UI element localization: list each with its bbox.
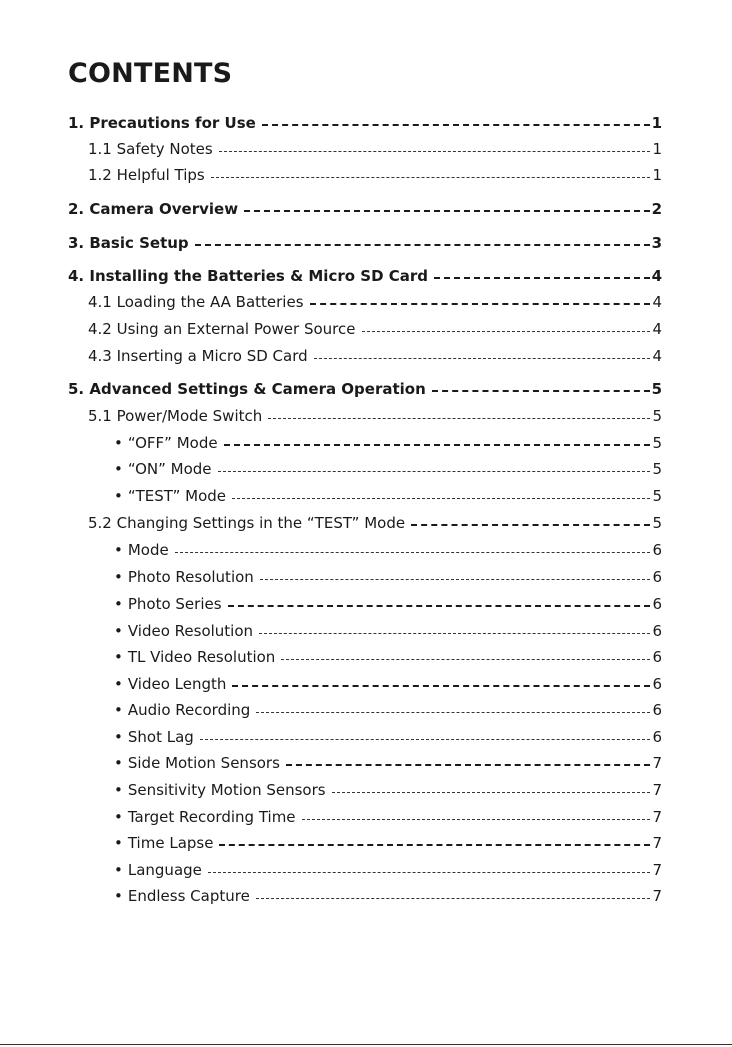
toc-entry <box>114 620 662 642</box>
bottom-divider <box>0 1044 732 1045</box>
toc-page-number: 2 <box>651 200 662 218</box>
toc-entry <box>88 405 662 427</box>
toc-page-number: 6 <box>652 595 662 613</box>
toc-leader-line <box>208 872 651 873</box>
toc-entry <box>114 673 662 695</box>
toc-entry-label: 5.1 Power/Mode Switch <box>88 407 263 425</box>
toc-page-number: 5 <box>652 407 662 425</box>
toc-leader-line <box>268 418 650 419</box>
toc-page-number: 6 <box>652 701 662 719</box>
toc-page-number: 7 <box>652 834 662 852</box>
toc-entry <box>114 885 662 907</box>
toc-leader-line <box>200 739 651 740</box>
toc-entry <box>114 432 662 454</box>
toc-page-number: 4 <box>652 347 662 365</box>
toc-entry <box>114 859 662 881</box>
toc-entry <box>114 485 662 507</box>
bullet-icon: • <box>114 434 123 452</box>
toc-entry <box>114 726 662 748</box>
toc-entry-label: Side Motion Sensors <box>127 754 280 772</box>
toc-entry-label: Video Resolution <box>127 622 254 640</box>
toc-leader-line <box>259 633 650 634</box>
toc-entry-label: Photo Resolution <box>127 568 254 586</box>
toc-entry <box>88 512 662 534</box>
toc-leader-line <box>434 277 650 279</box>
toc-entry <box>114 593 662 615</box>
toc-page-number: 6 <box>652 622 662 640</box>
toc-leader-line <box>411 524 650 526</box>
toc-leader-line <box>332 792 651 793</box>
toc-entry <box>88 138 662 160</box>
toc-page-number: 5 <box>652 487 662 505</box>
toc-entry-label: 5. Advanced Settings & Camera Operation <box>68 380 426 398</box>
toc-entry <box>68 265 662 287</box>
bullet-icon: • <box>114 781 123 799</box>
toc-entry-label: “OFF” Mode <box>127 434 218 452</box>
bullet-icon: • <box>114 808 123 826</box>
bullet-icon: • <box>114 861 123 879</box>
toc-page-number: 5 <box>652 460 662 478</box>
toc-page-number: 5 <box>652 514 662 532</box>
toc-entry-label: Sensitivity Motion Sensors <box>127 781 326 799</box>
page-title: CONTENTS <box>68 58 233 89</box>
toc-entry <box>114 566 662 588</box>
toc-leader-line <box>219 844 650 846</box>
toc-entry-label: Endless Capture <box>127 887 250 905</box>
toc-entry <box>68 378 662 400</box>
toc-entry <box>88 318 662 340</box>
bullet-icon: • <box>114 675 123 693</box>
toc-entry-label: “TEST” Mode <box>127 487 227 505</box>
toc-entry <box>68 198 662 220</box>
toc-page-number: 6 <box>652 675 662 693</box>
toc-entry-label: 5.2 Changing Settings in the “TEST” Mode <box>88 514 406 532</box>
toc-leader-line <box>286 764 651 766</box>
toc-page-number: 4 <box>651 267 662 285</box>
toc-page-number: 7 <box>652 808 662 826</box>
toc-page-number: 7 <box>652 861 662 879</box>
toc-entry-label: Photo Series <box>127 595 222 613</box>
toc-page-number: 6 <box>652 728 662 746</box>
toc-entry <box>88 291 662 313</box>
toc-page-number: 6 <box>652 648 662 666</box>
toc-leader-line <box>432 390 650 392</box>
toc-entry-label: Audio Recording <box>127 701 251 719</box>
toc-entry <box>114 699 662 721</box>
toc-entry-label: Time Lapse <box>127 834 214 852</box>
toc-entry <box>114 806 662 828</box>
toc-entry-label: 4.3 Inserting a Micro SD Card <box>88 347 308 365</box>
toc-entry-label: Shot Lag <box>127 728 194 746</box>
bullet-icon: • <box>114 648 123 666</box>
toc-leader-line <box>219 151 651 152</box>
toc-page-number: 7 <box>652 781 662 799</box>
bullet-icon: • <box>114 622 123 640</box>
bullet-icon: • <box>114 834 123 852</box>
toc-leader-line <box>362 331 651 332</box>
toc-entry <box>114 779 662 801</box>
toc-entry-label: 1.1 Safety Notes <box>88 140 213 158</box>
toc-leader-line <box>262 124 650 126</box>
toc-entry <box>88 164 662 186</box>
toc-page-number: 6 <box>652 541 662 559</box>
toc-page-number: 3 <box>651 234 662 252</box>
toc-entry-label: 4. Installing the Batteries & Micro SD Card <box>68 267 429 285</box>
toc-entry-label: Target Recording Time <box>127 808 296 826</box>
toc-page-number: 5 <box>651 380 662 398</box>
bullet-icon: • <box>114 487 123 505</box>
toc-page-number: 6 <box>652 568 662 586</box>
toc-entry <box>114 752 662 774</box>
bullet-icon: • <box>114 541 123 559</box>
toc-entry-label: “ON” Mode <box>127 460 212 478</box>
toc-page-number: 7 <box>652 887 662 905</box>
toc-entry <box>114 458 662 480</box>
toc-entry-label: 1.2 Helpful Tips <box>88 166 205 184</box>
toc-entry-label: Video Length <box>127 675 227 693</box>
toc-entry-label: 1. Precautions for Use <box>68 114 256 132</box>
toc-entry-label: 4.2 Using an External Power Source <box>88 320 356 338</box>
bullet-icon: • <box>114 595 123 613</box>
toc-leader-line <box>232 685 650 687</box>
bullet-icon: • <box>114 568 123 586</box>
bullet-icon: • <box>114 728 123 746</box>
toc-leader-line <box>224 444 651 446</box>
toc-leader-line <box>256 898 651 899</box>
toc-leader-line <box>256 712 650 713</box>
toc-leader-line <box>314 358 651 359</box>
toc-entry <box>68 232 662 254</box>
toc-leader-line <box>232 498 650 499</box>
toc-page-number: 4 <box>652 293 662 311</box>
toc-page-number: 1 <box>651 114 662 132</box>
toc-entry <box>114 832 662 854</box>
toc-leader-line <box>302 819 651 820</box>
toc-leader-line <box>211 177 651 178</box>
toc-entry-label: 4.1 Loading the AA Batteries <box>88 293 304 311</box>
toc-entry-label: TL Video Resolution <box>127 648 276 666</box>
toc-entry <box>114 539 662 561</box>
toc-leader-line <box>218 471 651 472</box>
toc-leader-line <box>281 659 650 660</box>
toc-leader-line <box>260 579 651 580</box>
toc-page-number: 1 <box>652 166 662 184</box>
bullet-icon: • <box>114 754 123 772</box>
toc-leader-line <box>228 605 651 607</box>
toc-page-number: 4 <box>652 320 662 338</box>
toc-entry-label: 2. Camera Overview <box>68 200 239 218</box>
toc-entry-label: 3. Basic Setup <box>68 234 189 252</box>
toc-page-number: 1 <box>652 140 662 158</box>
toc-entry-label: Language <box>127 861 202 879</box>
toc-entry <box>114 646 662 668</box>
toc-entry <box>68 112 662 134</box>
toc-leader-line <box>175 552 651 553</box>
toc-entry <box>88 345 662 367</box>
toc-page-number: 5 <box>652 434 662 452</box>
toc-entry-label: Mode <box>127 541 169 559</box>
bullet-icon: • <box>114 460 123 478</box>
toc-leader-line <box>310 303 651 305</box>
toc-leader-line <box>195 244 650 246</box>
bullet-icon: • <box>114 701 123 719</box>
toc-leader-line <box>244 210 649 212</box>
bullet-icon: • <box>114 887 123 905</box>
toc-page-number: 7 <box>652 754 662 772</box>
